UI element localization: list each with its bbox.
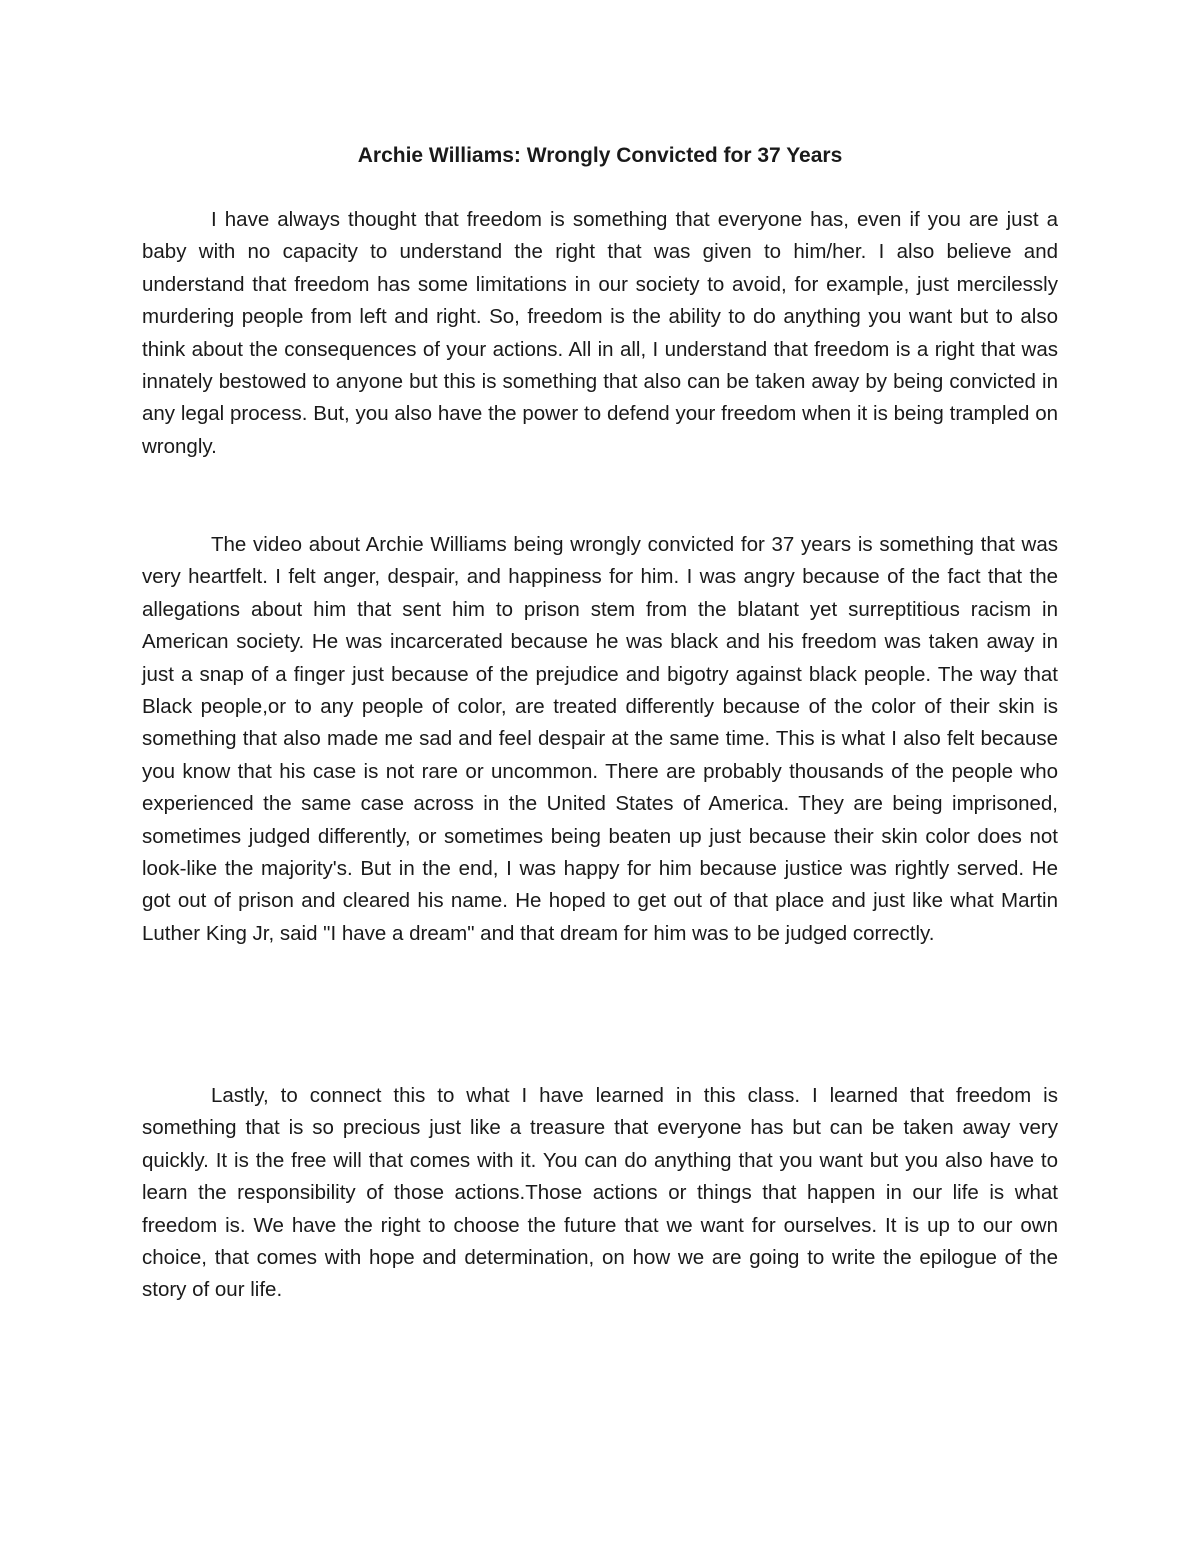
- paragraph-3: Lastly, to connect this to what I have learned in this class. I learned that freedom is something that is so precious just like a treasure that everyone has but can be taken away very quickly. It is the free will that comes with it. You can do anything that you want but you also have to learn the responsibility of those actions.Those actions or things that happen in our life is what freedom is. We have the right to choose the future that we want for ourselves. It is up to our own choice, that comes with hope and determination, on how we are going to write the epilogue of the story of our life.: [142, 1084, 1058, 1302]
- document-title: Archie Williams: Wrongly Convicted for 37 Years: [357, 144, 843, 167]
- paragraph-2: The video about Archie Williams being wrongly convicted for 37 years is something that was very heartfelt. I felt anger, despair, and happiness for him. I was angry because of the fact that the allegations about him that sent him to prison stem from the blatant yet surreptitious racism in American society. He was incarcerated because he was black and his freedom was taken away in just a snap of a finger just because of the prejudice and bigotry against black people. The way that Black people,or to any people of color, are treated differently because of the color of their skin is something that also made me sad and feel despair at the same time. This is what I also felt because you know that his case is not rare or uncommon. There are probably thousands of the people who experienced the same case across in the United States of America. They are being imprisoned, sometimes judged differently, or sometimes being beaten up just because their skin color does not look-like the majority's. But in the end, I was happy for him because justice was rightly served. He got out of prison and cleared his name. He hoped to get out of that place and just like what Martin Luther King Jr, said "I have a dream" and that dream for him was to be judged correctly.: [142, 533, 1058, 945]
- paragraph-1: I have always thought that freedom is something that everyone has, even if you are just a baby with no capacity to understand the right that was given to him/her. I also believe and understand that freedom has some limitations in our society to avoid, for example, just mercilessly murdering people from left and right. So, freedom is the ability to do anything you want but to also think about the consequences of your actions. All in all, I understand that freedom is a right that was innately bestowed to anyone but this is something that also can be taken away by being convicted in any legal process. But, you also have the power to defend your freedom when it is being trampled on wrongly.: [142, 208, 1058, 458]
